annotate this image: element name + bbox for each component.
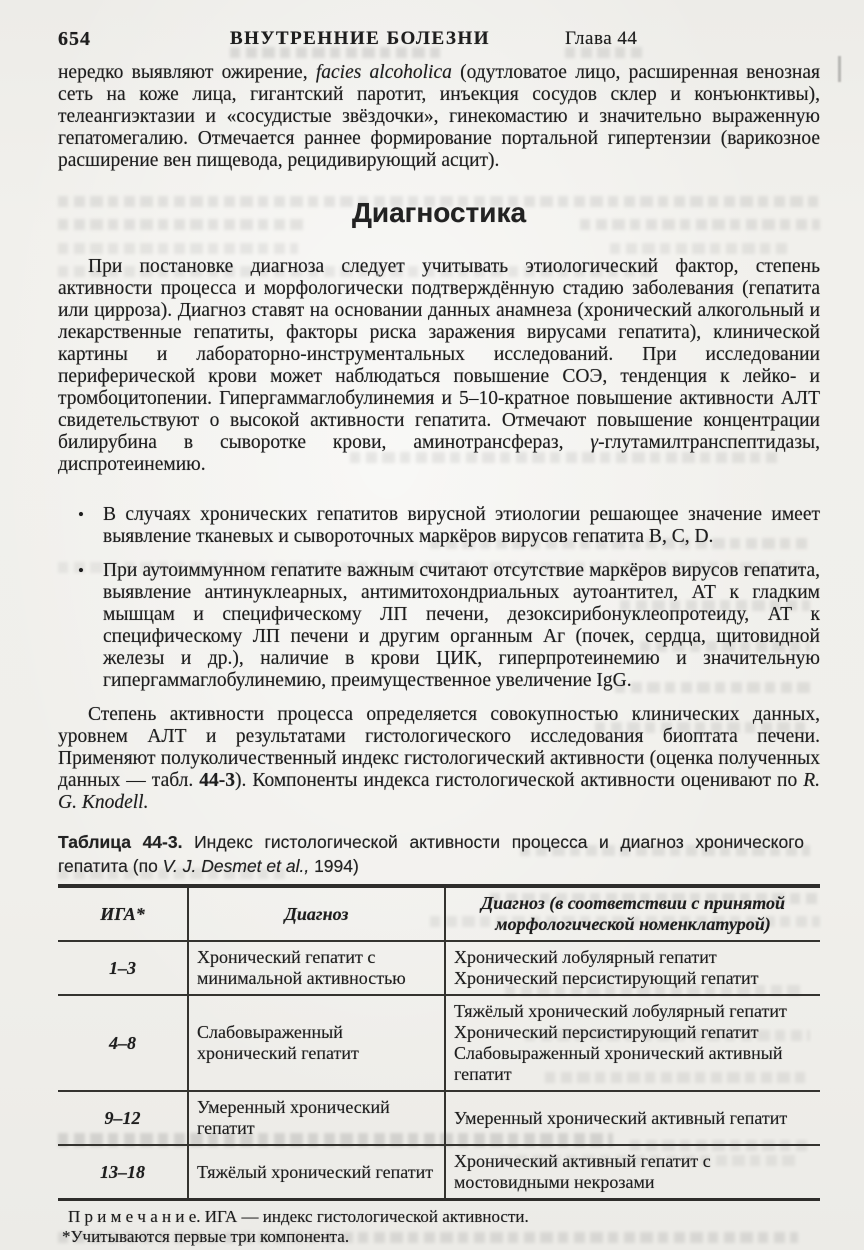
table-row bbox=[58, 1091, 820, 1145]
page-number: 654 bbox=[58, 28, 91, 50]
table-caption-label: Таблица 44-3. bbox=[58, 832, 183, 852]
iga-table bbox=[58, 884, 820, 1250]
bullet-icon: • bbox=[78, 561, 84, 580]
section-heading: Диагностика bbox=[351, 197, 527, 228]
activity-text-1: Степень активности процесса определяется совокупностью клинических данных, уровнем АЛТ и результатами гистологического исследования биоптата печени. Применяют полуколичественный индекс гистологический активности (оценка полученных данных — табл. bbox=[58, 704, 820, 791]
list-item bbox=[58, 504, 820, 548]
table-row bbox=[58, 995, 820, 1091]
morphology-line: Слабовыраженный хронический активный гепатит bbox=[454, 1043, 783, 1084]
morphology-line: Тяжёлый хронический лобулярный гепатит bbox=[454, 1001, 787, 1021]
gamma-symbol: γ bbox=[590, 432, 599, 453]
diagnosis-paragraph bbox=[58, 256, 820, 476]
morphology-line: Хронический лобулярный гепатит bbox=[454, 947, 717, 967]
table-row bbox=[58, 941, 820, 995]
table-caption-year: 1994) bbox=[309, 856, 359, 876]
col-header-iga: ИГА* bbox=[58, 886, 188, 941]
morphology-line: Умеренный хронический активный гепатит bbox=[454, 1107, 788, 1128]
morphology-cell bbox=[445, 995, 820, 1091]
intro-text-before: нередко выявляют ожирение, bbox=[58, 62, 316, 83]
intro-text-after: (одутловатое лицо, расширенная венозная сеть на коже лица, гигантский паротит, инъекция сосудов склер и конъюнктивы), телеангиэктазии и «сосудистые звёздочки», гинекомастию и значительно выраженную гепатомегалию. Отмечается раннее формирование портальной гипертензии (варикозное расширение вен пищевода, рецидивирующий асцит). bbox=[58, 62, 820, 171]
table-footnote: *Учитываются первые три компонента. bbox=[62, 1227, 350, 1246]
col-header-morphology: Диагноз (в соответствии с принятой морфологической номенклатурой) bbox=[445, 886, 820, 941]
intro-paragraph bbox=[58, 62, 820, 172]
morphology-line: Хронический активный гепатит с мостовидными некрозами bbox=[454, 1151, 711, 1192]
table-row bbox=[58, 1145, 820, 1200]
list-item bbox=[58, 560, 820, 692]
scan-mark bbox=[838, 56, 841, 82]
diagnosis-cell: Умеренный хронический гепатит bbox=[188, 1091, 445, 1145]
diagnosis-text-1: При постановке диагноза следует учитывать этиологический фактор, степень активности процесса и морфологически подтверждённую стадию заболевания (гепатита или цирроза). Диагноз ставят на основании данных анамнеза (хронический алкогольный и лекарственные гепатиты, факторы риска заражения вирусами гепатита), клинической картины и лабораторно-инструментальных исследований. При исследовании периферической крови может наблюдаться повышение СОЭ, тенденция к лейко- и тромбоцитопении. Гипергаммаглобулинемия и 5–10-кратное повышение активности АЛТ свидетельствуют о высокой активности гепатита. Отмечают повышение концентрации билирубина в сыворотке крови, аминотрансфераз, bbox=[58, 256, 820, 453]
diagnosis-cell: Слабовыраженный хронический гепатит bbox=[188, 995, 445, 1091]
bullet-text-autoimmune: При аутоиммунном гепатите важным считают отсутствие маркёров вирусов гепатита, выявление антинуклеарных, антимитохондриальных аутоантител, АТ к гладким мышцам и специфическому ЛП печени, дезоксирибонуклеопротеиду, АТ к специфическому ЛП печени и другим органным Аг (почек, сердца, щитовидной железы и др.), наличие в крови ЦИК, гиперпротеинемию и значительную гипергаммаглобулинемию, преимущественное увеличение IgG. bbox=[103, 560, 820, 691]
morphology-cell bbox=[445, 1145, 820, 1200]
iga-range: 4–8 bbox=[58, 995, 188, 1091]
bullet-text-viral: В случаях хронических гепатитов вирусной этиологии решающее значение имеет выявление тканевых и сывороточных маркёров вирусов гепатита B, C, D. bbox=[103, 504, 820, 547]
iga-range: 9–12 bbox=[58, 1091, 188, 1145]
table-footer-row bbox=[58, 1200, 820, 1250]
table-caption bbox=[58, 830, 804, 878]
book-title: ВНУТРЕННИЕ БОЛЕЗНИ bbox=[230, 28, 491, 49]
table-reference: 44-3 bbox=[199, 770, 236, 791]
morphology-line: Хронический персистирующий гепатит bbox=[454, 1022, 759, 1042]
activity-text-2: ). Компоненты индекса гистологической активности оценивают по bbox=[235, 770, 804, 791]
diagnosis-text-2: -глутамилтранспептидазы, диспротеинемию. bbox=[58, 432, 820, 475]
diagnosis-cell: Хронический гепатит с минимальной активностью bbox=[188, 941, 445, 995]
col-header-diagnosis: Диагноз bbox=[188, 886, 445, 941]
chapter-label: Глава 44 bbox=[565, 28, 638, 49]
morphology-line: Хронический персистирующий гепатит bbox=[454, 968, 759, 988]
table-header-row bbox=[58, 886, 820, 941]
table-caption-source: V. J. Desmet et al., bbox=[162, 856, 310, 876]
latin-term: facies alcoholica bbox=[315, 62, 452, 83]
author-reference: R. G. Knodell. bbox=[58, 770, 820, 813]
morphology-cell bbox=[445, 1091, 820, 1145]
activity-paragraph bbox=[58, 704, 820, 814]
running-head bbox=[58, 28, 820, 50]
morphology-cell bbox=[445, 941, 820, 995]
bullet-icon: • bbox=[78, 505, 84, 524]
bullet-list bbox=[58, 504, 820, 692]
table-note: П р и м е ч а н и е. ИГА — индекс гистологической активности. bbox=[68, 1207, 529, 1226]
diagnosis-cell: Тяжёлый хронический гепатит bbox=[188, 1145, 445, 1200]
table-caption-text: Индекс гистологической активности процесса и диагноз хронического гепатита (по bbox=[58, 832, 804, 876]
iga-range: 1–3 bbox=[58, 941, 188, 995]
table-notes bbox=[58, 1200, 820, 1250]
iga-range: 13–18 bbox=[58, 1145, 188, 1200]
